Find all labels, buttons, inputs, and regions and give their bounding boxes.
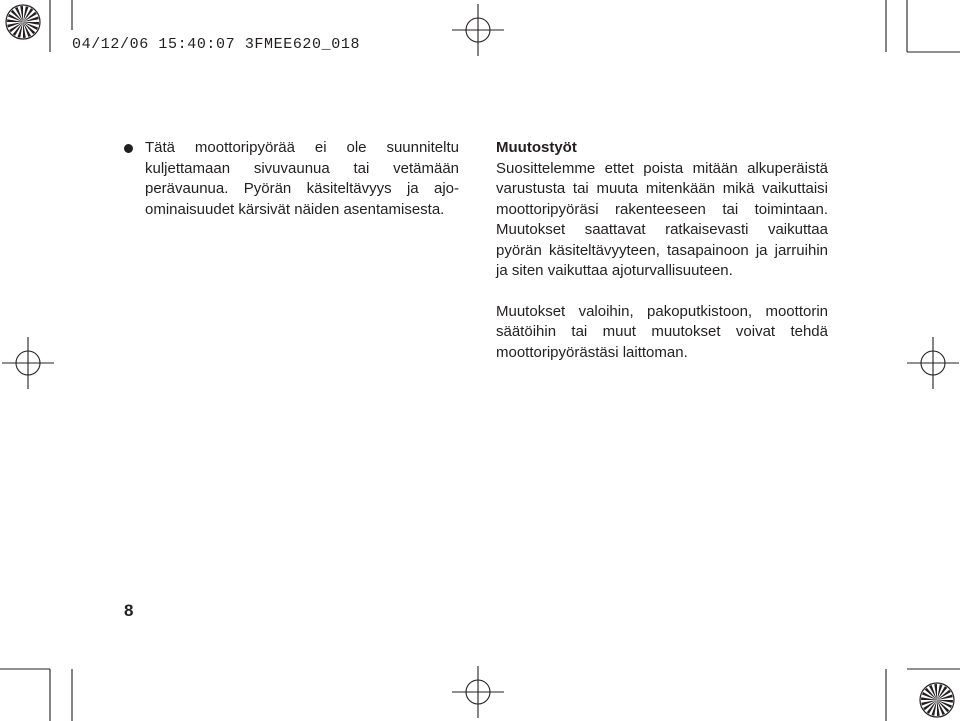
crop-mark-icon <box>0 669 960 721</box>
page-number: 8 <box>124 601 134 620</box>
crosshair-icon <box>2 337 54 389</box>
bullet-icon <box>124 144 133 153</box>
section-heading: Muutostyöt <box>496 139 577 156</box>
note-text: Tätä moottoripyörää ei ole suunniteltu kuljettamaan sivuvaunua tai vetämään perävaunua. Pyörän käsiteltävyys ja ajo-ominaisuudet kärsivät näiden asentamisesta. <box>145 139 459 218</box>
registration-target-icon <box>6 5 40 39</box>
paragraph-1: Suosittelemme ettet poista mitään alkuperäistä varustusta tai muuta mitenkään mikä vaikuttaisi moottoripyöräsi rakenteeseen tai toimintaan. Muutokset saattavat ratkaisevasti vaikuttaa pyörän käsiteltävyyteen, tasapainoon ja jarruihin ja siten vaikuttaa ajoturvallisuuteen. <box>496 159 828 279</box>
registration-target-icon <box>920 683 954 717</box>
paragraph-2: Muutokset valoihin, pakoputkistoon, moottorin säätöihin tai muut muutokset voivat tehdä moottoripyörästäsi laittoman. <box>496 302 828 361</box>
crosshair-icon <box>452 666 504 718</box>
modifications-section <box>496 138 828 363</box>
crosshair-icon <box>452 4 504 56</box>
crosshair-icon <box>907 337 959 389</box>
header-slug: 04/12/06 15:40:07 3FMEE620_018 <box>72 36 361 53</box>
